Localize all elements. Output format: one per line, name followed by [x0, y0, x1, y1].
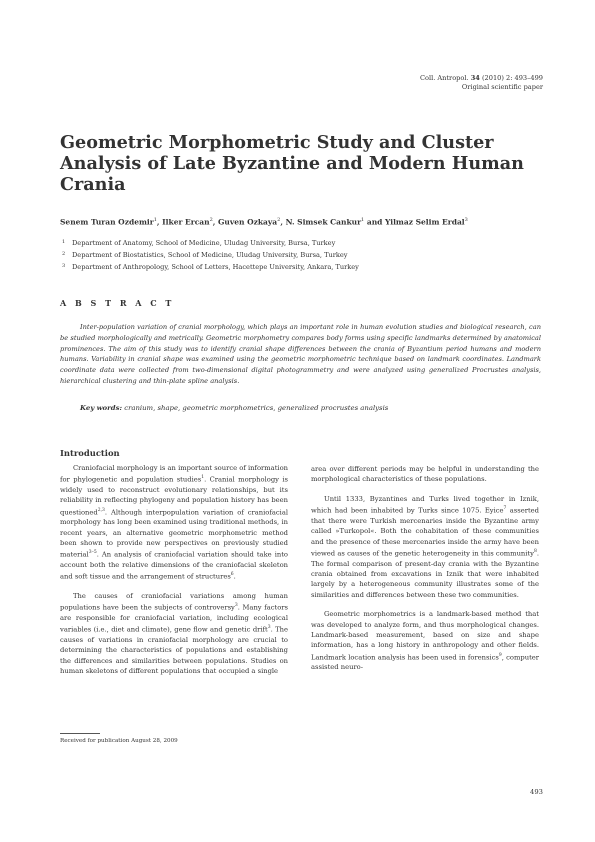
abstract-heading: A B S T R A C T	[60, 298, 175, 308]
author-affiliation-mark: 2	[209, 217, 213, 223]
affiliation-text: Department of Anatomy, School of Medicine, Uludag University, Bursa, Turkey	[72, 239, 336, 247]
paragraph	[311, 494, 539, 600]
paragraph	[60, 591, 288, 676]
author-affiliation-mark: 2	[277, 217, 281, 223]
body-column-left	[60, 463, 288, 686]
affiliation	[62, 237, 542, 249]
footnote-received: Received for publication August 28, 2009	[60, 738, 178, 744]
text-run: asserted that there were Turkish mercenaries inside the Byzantine army called »Turkopol«. Both the cohabitation of these communities and the presence of these mercenaries inside the army have been viewed as causes of the genetic heterogeneity in this community	[311, 506, 539, 558]
affiliation-list	[62, 237, 542, 274]
text-run: . Cranial morphology is widely used to reconstruct evolutionary relationships, but its reliability in reflecting phylogeny and population history has been questioned	[60, 475, 288, 516]
author-name: Senem Turan Ozdemir	[60, 217, 154, 227]
text-run: .	[233, 572, 236, 581]
citation-ref: 3	[234, 603, 238, 609]
paragraph	[311, 609, 539, 672]
text-run: . The formal comparison of present-day crania with the Byzantine crania obtained from excavations in Iznik that were inhabited largely by a heterogeneous community illustrates some of the similarities and differences between these two communities.	[311, 549, 539, 599]
keywords	[80, 404, 540, 412]
affiliation-text: Department of Biostatistics, School of Medicine, Uludag University, Bursa, Turkey	[72, 251, 348, 260]
author-separator: and	[364, 217, 386, 227]
author-list	[60, 217, 540, 227]
citation-ref: 8	[533, 548, 537, 554]
author-affiliation-mark: 1	[361, 217, 365, 223]
text-run: . The causes of variations in craniofacial morphology are crucial to determining the characteristics of populations and establishing the differences and similarities between populations. Studies on human skeletons of different populations that occupied a single	[60, 625, 289, 675]
text-run: . An analysis of craniofacial variation should take into account both the relative dimensions of the craniofacial skeleton and soft tissue and the arrangement of structures	[60, 550, 288, 581]
affiliation	[62, 249, 542, 261]
journal-volume: 34	[470, 74, 480, 82]
affiliation-number: 1	[62, 239, 66, 245]
paper-title: Geometric Morphometric Study and Cluster Analysis of Late Byzantine and Modern Human Crania	[60, 132, 524, 195]
footnote-divider	[60, 733, 100, 734]
paragraph	[311, 464, 539, 485]
body-column-right	[311, 464, 539, 682]
author-name: Yilmaz Selim Erdal	[385, 217, 465, 227]
author-name: Ilker Ercan	[162, 217, 210, 227]
article-type: Original scientific paper	[461, 82, 543, 91]
citation-ref: 9	[498, 652, 502, 658]
affiliation	[62, 261, 542, 273]
journal-citation	[420, 74, 543, 83]
author-affiliation-mark: 1	[153, 217, 157, 223]
citation-ref: 2,3	[97, 507, 105, 513]
journal-issue-pages: (2010) 2: 493–499	[481, 74, 543, 82]
introduction-heading: Introduction	[60, 448, 120, 458]
abstract-text: Inter-population variation of cranial morphology, which plays an important role in human evolution studies and biological research, can be studied morphologically and metrically. Geometric morphometry compares body forms using specific landmarks determined by anatomical prominences. The aim of this study was to identify cranial shape differences between the crania of Byzantium period humans and modern humans. Variability in cranial shape was examined using the geometric morphometric technique based on landmark coordinates. Landmark coordinate data were collected from two-dimensional digital photogrammetry and were analyzed using generalized Procrustes analysis, hierarchical clustering and thin-plate spline analysis.	[60, 323, 541, 385]
affiliation-number: 2	[62, 251, 66, 258]
keywords-text: cranium, shape, geometric morphometrics, generalized procrustes analysis	[122, 404, 389, 412]
citation-ref: 1	[201, 475, 205, 481]
text-run: Geometric morphometrics is a landmark-based method that was developed to analyze form, and thus morphological changes. Landmark-based measurement, based on size and shape information, has a long history in anthropology and other fields. Landmark location analysis has been used in forensics	[311, 610, 539, 661]
journal-name: Coll. Antropol.	[419, 74, 469, 82]
author-separator: ,	[156, 217, 163, 227]
page-number: 493	[530, 788, 543, 796]
citation-ref: 6	[230, 572, 234, 578]
author-affiliation-mark: 3	[464, 217, 468, 223]
author-separator: ,	[280, 217, 286, 227]
author-separator: ,	[212, 217, 219, 227]
author-name: Guven Ozkaya	[218, 217, 278, 227]
citation-ref: 3	[267, 625, 271, 631]
affiliation-number: 3	[62, 263, 66, 270]
paragraph	[60, 463, 288, 582]
text-run: . Although interpopulation variation of craniofacial morphology has long been examined using traditional methods, in recent years, an alternative geometric morphometric method been shown to provide new perspectives on previously studied material	[60, 507, 288, 559]
citation-ref: 7	[503, 506, 507, 512]
affiliation-text: Department of Anthropology, School of Letters, Hacettepe University, Ankara, Turkey	[72, 263, 359, 272]
text-run: . Many factors are responsible for craniofacial variation, including ecological variables (i.e., diet and climate), gene flow and genetic drift	[60, 603, 288, 634]
journal-header	[420, 74, 543, 92]
citation-ref: 3–5	[88, 550, 97, 556]
text-run: Craniofacial morphology is an important source of information for phylogenetic and population studies	[60, 464, 288, 484]
text-run: The causes of craniofacial variations among human populations have been the subjects of controversy	[60, 592, 288, 612]
text-run: , computer assisted neuro-	[311, 652, 540, 672]
author-name: N. Simsek Cankur	[285, 217, 362, 227]
text-run: area over different periods may be helpful in understanding the morphological characteristics of these populations.	[311, 465, 539, 484]
keywords-label: Key words:	[80, 404, 123, 412]
text-run: Until 1333, Byzantines and Turks lived together in Iznik, which had been inhabited by Turks since 1075. Eyice	[311, 494, 539, 515]
